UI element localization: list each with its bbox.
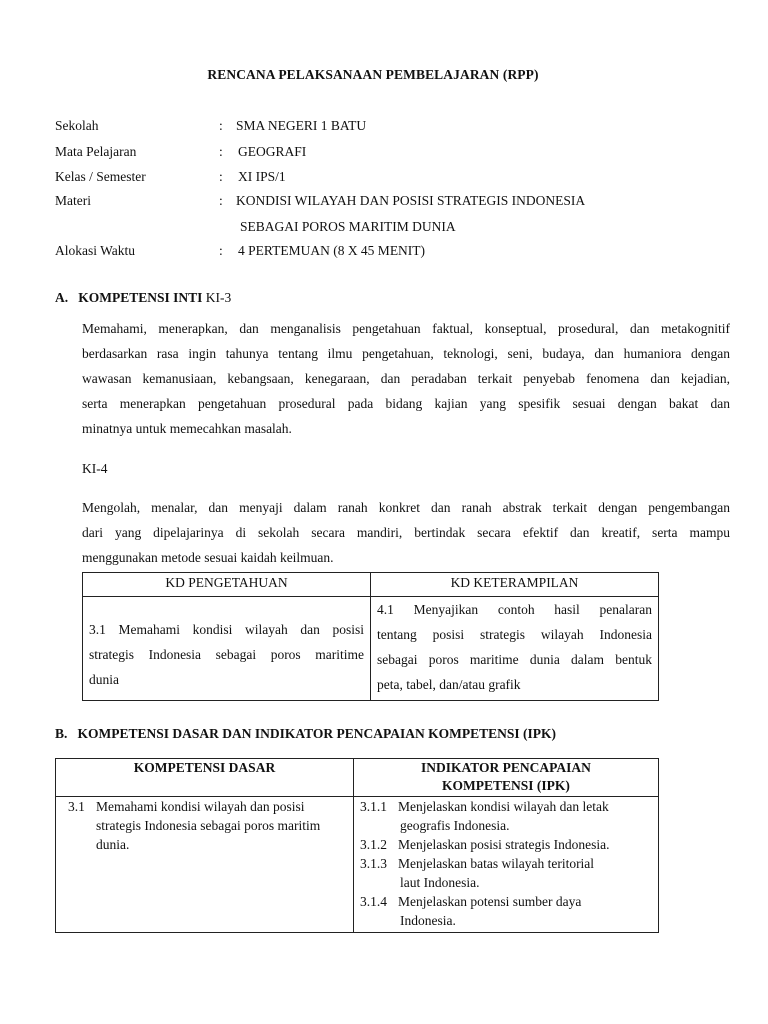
ipk-table-row	[56, 797, 659, 933]
info-label-class: Kelas / Semester	[55, 169, 146, 184]
kd-skills-line: tentang posisi strategis wilayah Indonesia	[377, 627, 652, 642]
info-colon: :	[219, 243, 223, 258]
info-colon: :	[219, 193, 223, 208]
kd-table	[82, 572, 659, 701]
section-a-title: A. KOMPETENSI INTI	[55, 290, 203, 305]
kd-knowledge-line: 3.1 Memahami kondisi wilayah dan posisi	[89, 622, 364, 637]
ki3-line: minatnya untuk memecahkan masalah.	[82, 421, 292, 436]
info-value-school: SMA NEGERI 1 BATU	[236, 118, 367, 133]
info-value-subject: GEOGRAFI	[238, 144, 307, 159]
ipk-item-number: 3.1.2	[360, 837, 387, 852]
ipk-kd-cell	[56, 797, 354, 933]
info-label-school: Sekolah	[55, 118, 99, 133]
ki3-line: wawasan kemanusiaan, kebangsaan, kenegaraan, dan peradaban terkait penyebab fenomena dan kejadian,	[82, 371, 730, 386]
ki4-paragraph	[82, 495, 730, 570]
info-value-time: 4 PERTEMUAN (8 X 45 MENIT)	[238, 243, 426, 258]
kd-table-row	[83, 597, 659, 701]
ipk-item-number: 3.1.4	[360, 894, 387, 909]
document-title: RENCANA PELAKSANAAN PEMBELAJARAN (RPP)	[207, 67, 539, 82]
ipk-header-kd: KOMPETENSI DASAR	[56, 759, 354, 797]
kd-knowledge-line: dunia	[89, 672, 119, 687]
kd-item-line: strategis Indonesia sebagai poros maritim	[96, 818, 321, 833]
ipk-item	[360, 797, 652, 835]
ki4-line: Mengolah, menalar, dan menyaji dalam ranah konkret dan ranah abstrak terkait dengan pengembangan	[82, 500, 730, 515]
ki3-line: serta menerapkan pengetahuan prosedural pada bidang kajian yang spesifik sesuai dengan bakat dan	[82, 396, 730, 411]
info-label-time: Alokasi Waktu	[55, 243, 136, 258]
ipk-item-text: Menjelaskan kondisi wilayah dan letak	[398, 799, 609, 814]
ki4-label: KI-4	[82, 461, 108, 476]
kd-header-knowledge: KD PENGETAHUAN	[83, 573, 371, 597]
ipk-table	[55, 758, 659, 933]
ipk-header-line: INDIKATOR PENCAPAIAN	[421, 760, 591, 775]
kd-item-number: 3.1	[68, 799, 85, 814]
ki3-line: berdasarkan rasa ingin tahunya tentang ilmu pengetahuan, teknologi, seni, budaya, dan humaniora dengan	[82, 346, 730, 361]
ipk-item-text: Menjelaskan batas wilayah teritorial	[398, 856, 595, 871]
ipk-item-number: 3.1.1	[360, 799, 387, 814]
ki4-line: menggunakan metode sesuai kaidah keilmuan.	[82, 550, 334, 565]
kd-skills-line: 4.1 Menyajikan contoh hasil penalaran	[377, 602, 652, 617]
info-colon: :	[219, 169, 223, 184]
kd-skills-cell	[371, 597, 659, 701]
ipk-item	[360, 854, 652, 892]
ipk-header-indicator	[354, 759, 659, 797]
ki3-paragraph	[82, 316, 730, 441]
info-value-class: XI IPS/1	[238, 169, 286, 184]
ki3-label: KI-3	[202, 290, 232, 305]
info-colon: :	[219, 144, 223, 159]
kd-table-header-row	[83, 573, 659, 597]
info-label-material: Materi	[55, 193, 91, 208]
kd-item-line: Memahami kondisi wilayah dan posisi	[96, 799, 305, 814]
info-value-material-cont: SEBAGAI POROS MARITIM DUNIA	[240, 219, 456, 234]
kd-item-text	[91, 797, 347, 854]
info-value-material: KONDISI WILAYAH DAN POSISI STRATEGIS INDONESIA	[236, 193, 586, 208]
section-b-heading: B. KOMPETENSI DASAR DAN INDIKATOR PENCAPAIAN KOMPETENSI (IPK)	[55, 726, 557, 741]
ipk-item-text: Menjelaskan potensi sumber daya	[398, 894, 582, 909]
ipk-item-text: Menjelaskan posisi strategis Indonesia.	[398, 837, 610, 852]
ipk-item-number: 3.1.3	[360, 856, 387, 871]
info-colon: :	[219, 118, 223, 133]
ipk-header-line: KOMPETENSI (IPK)	[442, 778, 570, 793]
ipk-table-header-row	[56, 759, 659, 797]
ipk-item-text-cont: geografis Indonesia.	[400, 818, 510, 833]
kd-knowledge-line: strategis Indonesia sebagai poros maritime	[89, 647, 364, 662]
info-label-subject: Mata Pelajaran	[55, 144, 137, 159]
ipk-item-text-cont: laut Indonesia.	[400, 875, 480, 890]
ipk-indicator-cell	[354, 797, 659, 933]
kd-item-line: dunia.	[96, 837, 130, 852]
section-a-heading	[55, 290, 231, 306]
ki3-line: Memahami, menerapkan, dan menganalisis pengetahuan faktual, konseptual, prosedural, dan metakognitif	[82, 321, 730, 336]
kd-skills-line: sebagai poros maritime dunia dalam bentuk	[377, 652, 652, 667]
kd-skills-line: peta, tabel, dan/atau grafik	[377, 677, 521, 692]
ki4-line: dari yang dipelajarinya di sekolah secara mandiri, bertindak secara efektif dan kreatif, serta mampu	[82, 525, 730, 540]
kd-header-skills: KD KETERAMPILAN	[371, 573, 659, 597]
ipk-item-text-cont: Indonesia.	[400, 913, 456, 928]
kd-knowledge-cell	[83, 597, 371, 701]
kd-item	[68, 797, 347, 854]
ipk-item	[360, 835, 652, 854]
ipk-item	[360, 892, 652, 930]
